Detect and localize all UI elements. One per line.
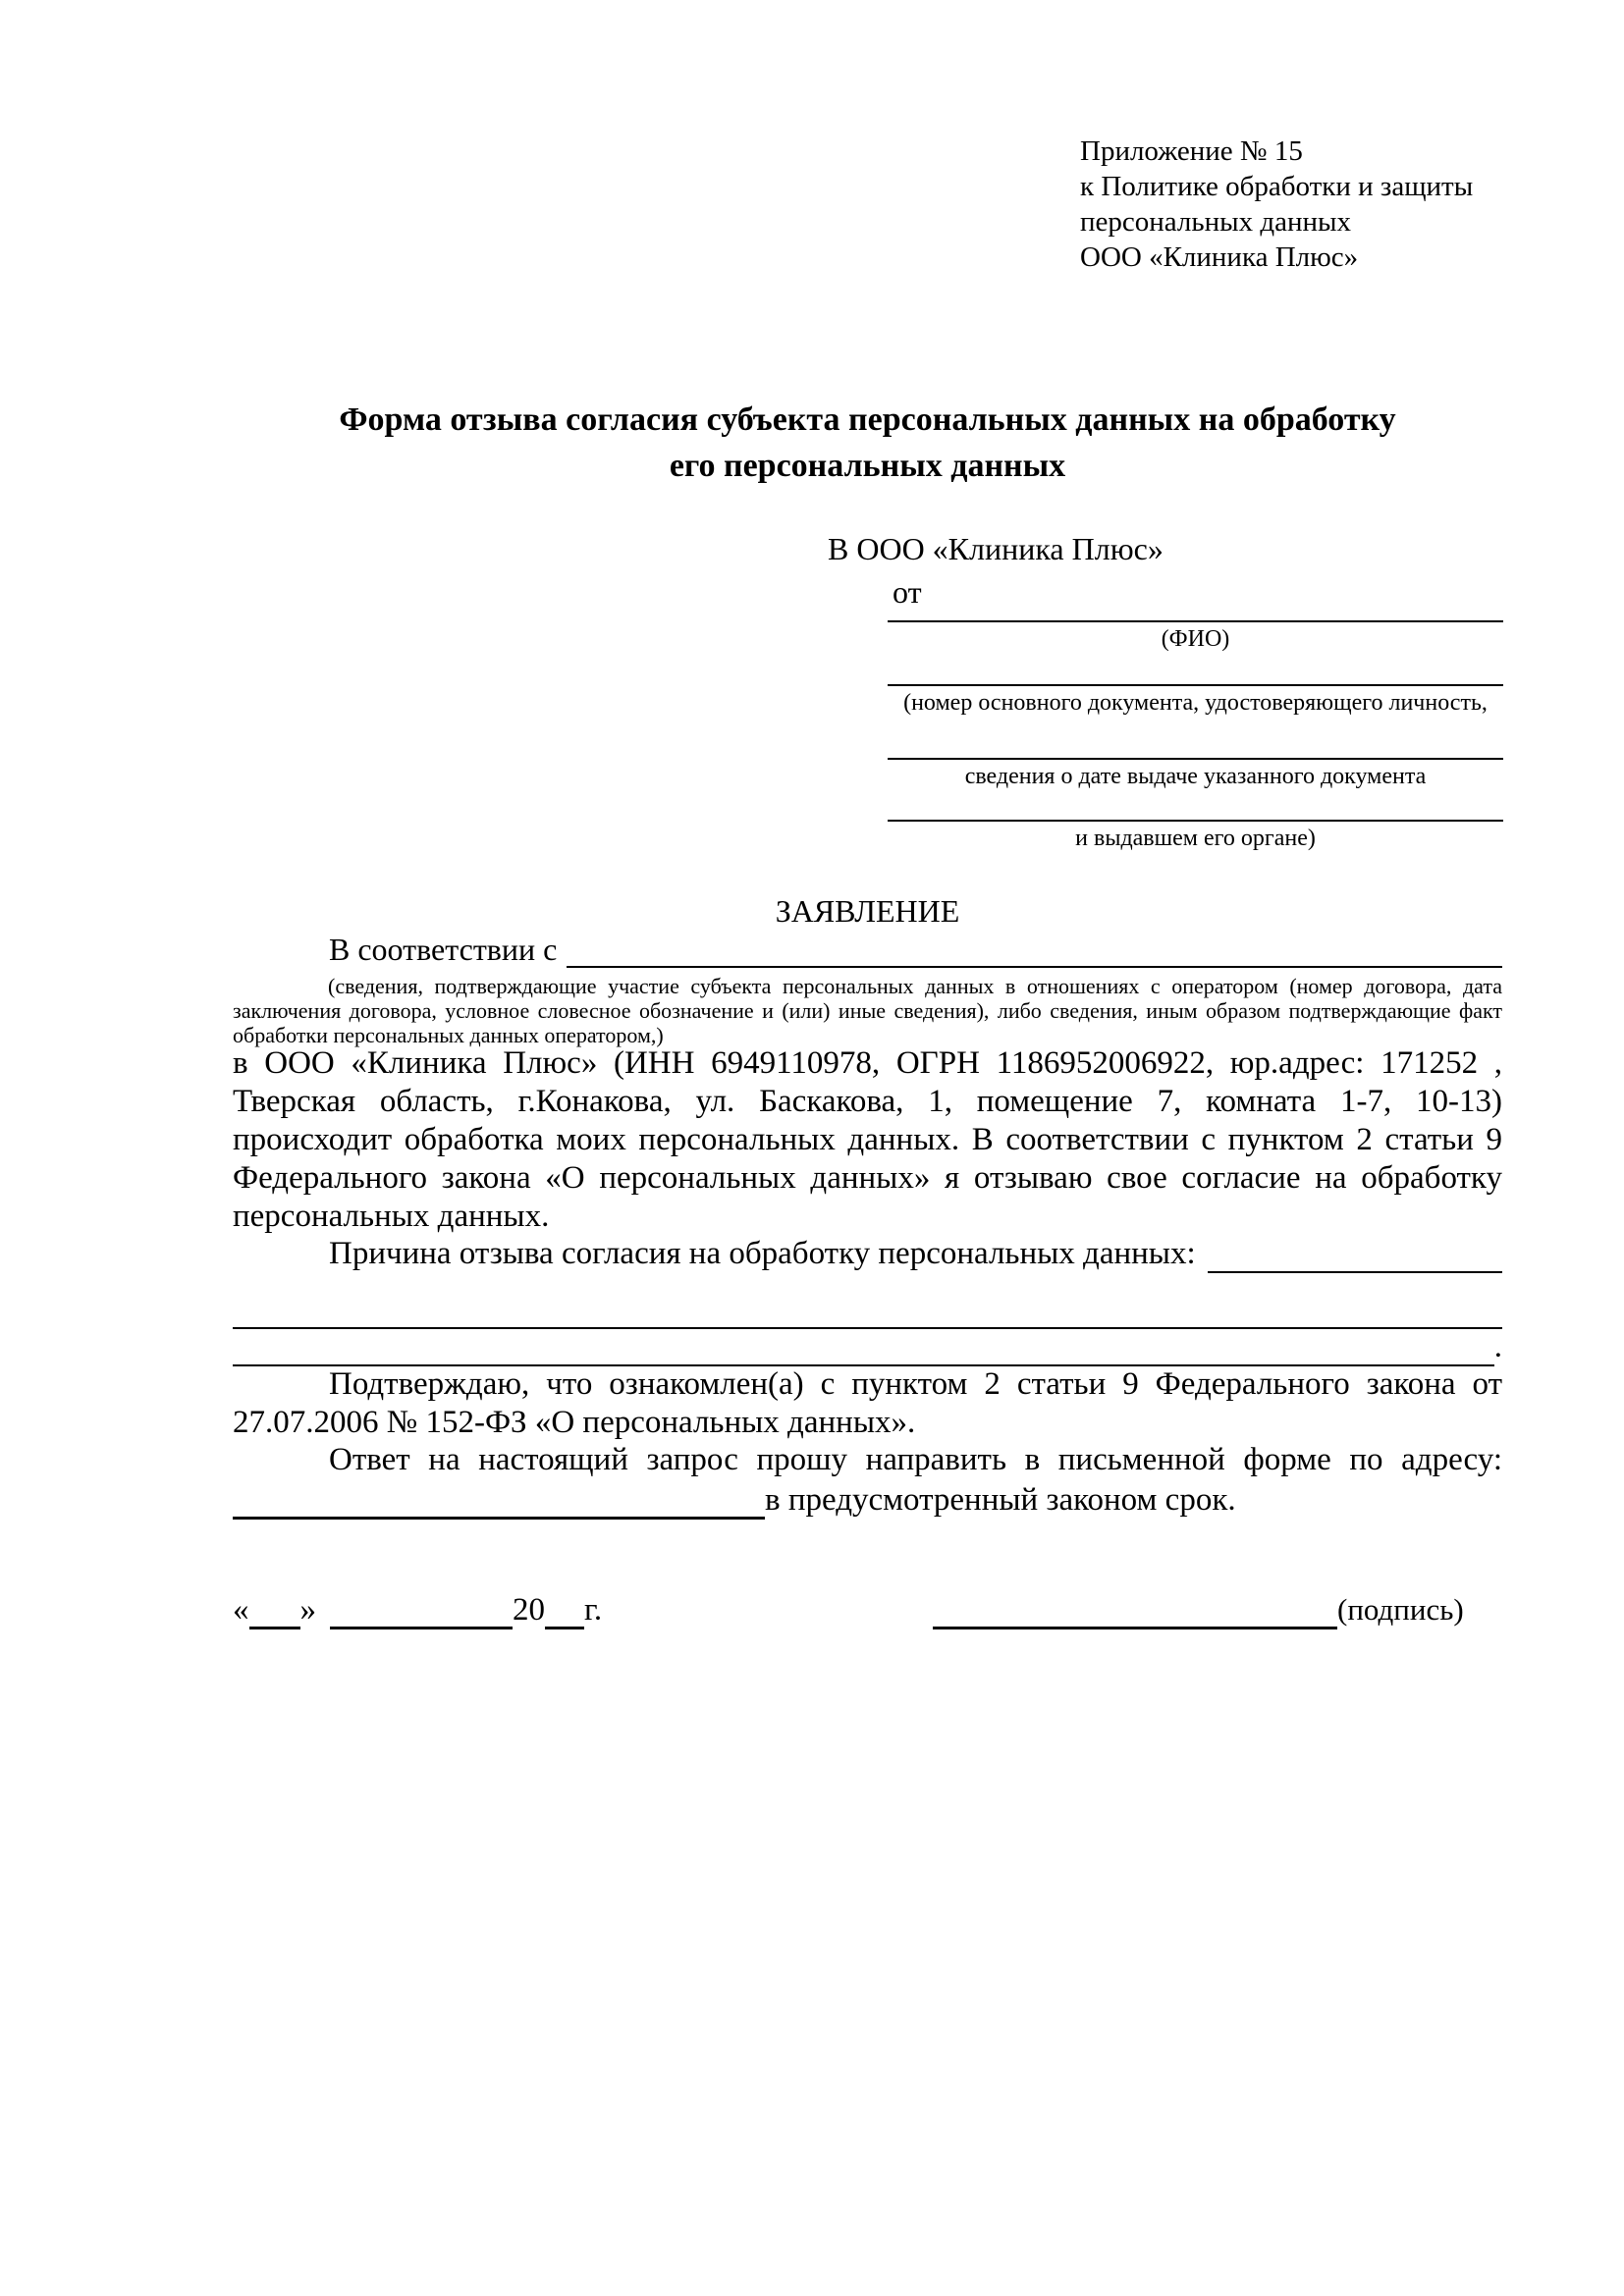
confirmation-paragraph: Подтверждаю, что ознакомлен(а) с пунктом 2 статьи 9 Федерального закона от 27.07.2006 № 152-ФЗ «О персональных данных». xyxy=(233,1366,1502,1440)
issuing-authority-blank-line xyxy=(888,820,1503,822)
year-suffix: г. xyxy=(584,1592,603,1628)
issuing-authority-caption: и выдавшем его органе) xyxy=(1075,826,1316,851)
form-title xyxy=(233,397,1502,489)
fio-blank-line xyxy=(888,620,1503,622)
addressee-from-label: от xyxy=(893,574,922,610)
signature-blank-line xyxy=(933,1627,1337,1629)
appendix-line: к Политике обработки и защиты xyxy=(1080,171,1474,202)
signature-row xyxy=(933,1590,1464,1629)
day-blank-line xyxy=(249,1627,300,1629)
form-title-line-2: его персональных данных xyxy=(669,448,1066,484)
statement-intro-prefix: В соответствии с xyxy=(329,932,558,967)
year-prefix: 20 xyxy=(513,1592,545,1628)
quote-open: « xyxy=(233,1592,249,1628)
issue-date-caption: сведения о дате выдаче указанного документа xyxy=(964,764,1427,789)
statement-intro-row xyxy=(329,931,1502,968)
appendix-line: персональных данных xyxy=(1080,206,1352,238)
reason-row xyxy=(329,1235,1502,1273)
form-title-line-1: Форма отзыва согласия субъекта персональных данных на обработку xyxy=(339,401,1396,438)
date-row xyxy=(233,1590,602,1629)
addressee-to: В ООО «Клиника Плюс» xyxy=(828,531,1164,566)
month-blank-line xyxy=(330,1627,513,1629)
basis-blank-line xyxy=(567,966,1502,968)
quote-close: » xyxy=(299,1592,316,1628)
reply-address-row xyxy=(233,1480,1502,1520)
appendix-header xyxy=(1080,133,1473,275)
statement-heading: ЗАЯВЛЕНИЕ xyxy=(775,893,960,929)
reply-suffix: в предусмотренный законом срок. xyxy=(765,1482,1236,1518)
appendix-line: Приложение № 15 xyxy=(1080,135,1303,167)
blank-terminator: . xyxy=(1493,1329,1502,1364)
document-number-blank-line xyxy=(888,684,1503,686)
appendix-line: ООО «Клиника Плюс» xyxy=(1080,241,1359,273)
statement-body-paragraph: в ООО «Клиника Плюс» (ИНН 6949110978, ОГРН 1186952006922, юр.адрес: 171252 , Тверская область, г.Конакова, ул. Баскакова, 1, помещение 7, комната 1-7, 10-13) происходит обработка моих персональных данных. В соответствии с пунктом 2 статьи 9 Федерального закона «О персональных данных» я отзываю свое согласие на обработку персональных данных. xyxy=(233,1045,1502,1234)
year-blank-line xyxy=(545,1627,584,1629)
basis-footnote: (сведения, подтверждающие участие субъекта персональных данных в отношениях с оператором (номер договора, дата заключения договора, условное словесное обозначение и (или) иные сведения), либо сведения, иным образом подтверждающие факт обработки персональных данных оператором,) xyxy=(233,974,1502,1047)
signature-caption: (подпись) xyxy=(1337,1592,1464,1627)
reason-label: Причина отзыва согласия на обработку персональных данных: xyxy=(329,1236,1196,1271)
reply-address-blank-line xyxy=(233,1517,765,1520)
document-number-caption: (номер основного документа, удостоверяющего личность, xyxy=(903,690,1488,716)
reason-blank-line xyxy=(1208,1271,1502,1273)
reply-request-line: Ответ на настоящий запрос прошу направить в письменной форме по адресу: xyxy=(329,1442,1502,1477)
issue-date-blank-line xyxy=(888,758,1503,760)
fio-caption: (ФИО) xyxy=(1161,626,1230,652)
reason-continuation-row-2 xyxy=(233,1328,1502,1366)
